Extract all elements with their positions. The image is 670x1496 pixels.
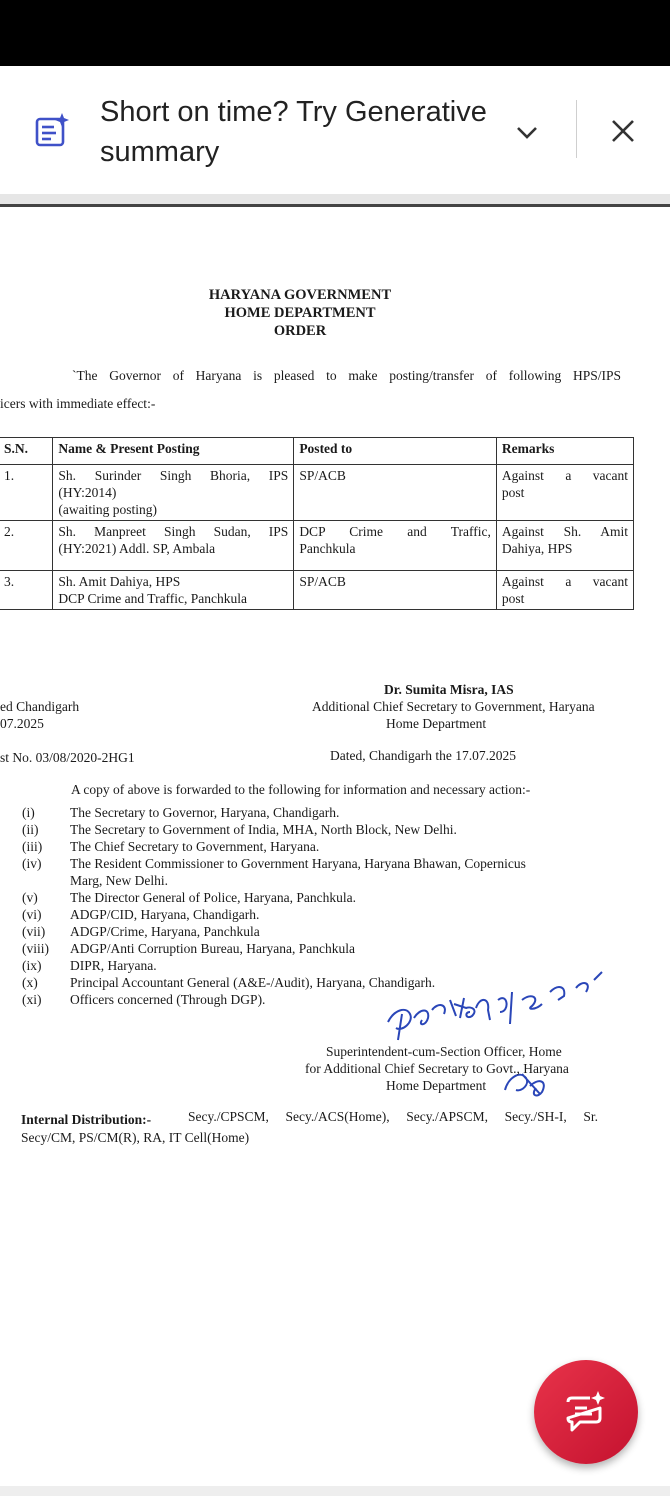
dated-line: Dated, Chandigarh the 17.07.2025: [330, 748, 516, 763]
close-icon[interactable]: [608, 116, 638, 146]
table-header-row: [0, 438, 634, 465]
col-name: Name & Present Posting: [53, 438, 294, 465]
officer-line2: for Additional Chief Secretary to Govt., Haryana: [305, 1061, 569, 1076]
generative-summary-icon: [34, 112, 70, 148]
table-row: [0, 521, 634, 571]
col-sn: S.N.: [0, 438, 53, 465]
document-page: HARYANA GOVERNMENT HOME DEPARTMENT ORDER `The Governor of Haryana is pleased to make posting/transfer of following HPS/IPS icers with immediate effect:- S.N. Name & Present Posting Posted to Remarks 1. Sh. Surinder Singh Bhoria, IPS (HY:2014) (awaiting posting) SP/ACB Against a vacant post 2. Sh. Manpreet Singh Sudan, IPS (HY:2021) Addl. SP, Ambala DCP Crime and Traffic, Panchkula Against Sh. Amit Dahiya, HPS 3. Sh. Amit Dahiya, HPS DCP Crime and Traffic, Panchkula SP/ACB Against a vacant post ed Chandigarh 07.2025 Dr. Sumita Misra, IAS Additional Chief Secretary to Government, Haryana Home Department st No. 03/08/2020-2HG1 Dated, Chandigarh the 17.07.2025 A copy of above is forwarded to the following for information and necessary action:- (i) The Secretary to Governor, Haryana, Chandigarh. (ii) The Secretary to Government of India, MHA, North Block, New Delhi. (iii) The Chief Secretary to Government, Haryana. (iv) The Resident Commissioner to Government Haryana, Haryana Bhawan, Copernicus Marg, New Delhi. (v) The Director General of Police, Haryana, Panchkula. (vi) ADGP/CID, Haryana, Chandigarh. (vii) ADGP/Crime, Haryana, Panchkula (viii) ADGP/Anti Corruption Bureau, Haryana, Panchkula (ix) DIPR, Haryana. (x) Principal Accountant General (A&E-/Audit), Haryana, Chandigarh. (xi) Officers concerned (Through DGP). Superintendent-cum-Section Officer, Home for Additional Chief Secretary to Govt., Haryana Home Department Internal Distribution:- Secy./CPSCM, Secy./ACS(Home), Secy./APSCM, Secy./SH-I, Sr. Secy/CM, PS/CM(R), RA, IT Cell(Home): [0, 207, 670, 1485]
banner-gap: [0, 194, 670, 204]
col-remarks: Remarks: [496, 438, 633, 465]
generative-summary-banner[interactable]: [0, 66, 670, 194]
col-posted: Posted to: [294, 438, 497, 465]
signatory-name: Dr. Sumita Misra, IAS: [384, 682, 514, 697]
cell-remarks: Against a vacant post: [496, 465, 633, 521]
place-left: ed Chandigarh: [0, 699, 80, 714]
postings-table: [0, 437, 634, 610]
copy-intro: A copy of above is forwarded to the following for information and necessary action:-: [71, 782, 531, 797]
chevron-down-icon[interactable]: [512, 118, 542, 148]
cell-sn: 3.: [0, 571, 53, 610]
cell-name: Sh. Amit Dahiya, HPS DCP Crime and Traffic, Panchkula: [53, 571, 294, 610]
ai-assistant-button[interactable]: [534, 1360, 638, 1464]
cell-remarks: Against a vacant post: [496, 571, 633, 610]
officer-line3: Home Department: [386, 1078, 487, 1093]
cell-sn: 1.: [0, 465, 53, 521]
banner-divider: [576, 100, 577, 158]
cell-name: Sh. Surinder Singh Bhoria, IPS (HY:2014) (awaiting posting): [53, 465, 294, 521]
table-row: [0, 465, 634, 521]
signatory-title: Additional Chief Secretary to Government, Haryana: [312, 699, 595, 714]
header-dept: HOME DEPARTMENT: [224, 305, 376, 321]
cell-posted: DCP Crime and Traffic, Panchkula: [294, 521, 497, 571]
internal-distribution-line1: Secy./CPSCM, Secy./ACS(Home), Secy./APSCM, Secy./SH-I, Sr.: [188, 1109, 598, 1124]
cell-posted: SP/ACB: [294, 465, 497, 521]
ai-assistant-icon: [564, 1390, 608, 1434]
header-govt: HARYANA GOVERNMENT: [208, 287, 392, 303]
signatory-dept: Home Department: [386, 716, 487, 731]
date-left: 07.2025: [0, 716, 44, 731]
internal-distribution-line2: Secy/CM, PS/CM(R), RA, IT Cell(Home): [21, 1130, 250, 1145]
intro-line1: `The Governor of Haryana is pleased to make posting/transfer of following HPS/IPS: [72, 368, 621, 383]
banner-text[interactable]: Short on time? Try Generative summary: [100, 96, 487, 168]
officer-line1: Superintendent-cum-Section Officer, Home: [326, 1044, 562, 1059]
bottom-bar: [0, 1486, 670, 1496]
cell-name: Sh. Manpreet Singh Sudan, IPS (HY:2021) Addl. SP, Ambala: [53, 521, 294, 571]
cell-sn: 2.: [0, 521, 53, 571]
cell-remarks: Against Sh. Amit Dahiya, HPS: [496, 521, 633, 571]
table-row: [0, 571, 634, 610]
endst-no: st No. 03/08/2020-2HG1: [0, 750, 135, 765]
header-order: ORDER: [273, 323, 327, 339]
cell-posted: SP/ACB: [294, 571, 497, 610]
internal-distribution-label: Internal Distribution:-: [21, 1112, 152, 1127]
intro-line2: icers with immediate effect:-: [0, 396, 156, 411]
status-bar: [0, 0, 670, 66]
